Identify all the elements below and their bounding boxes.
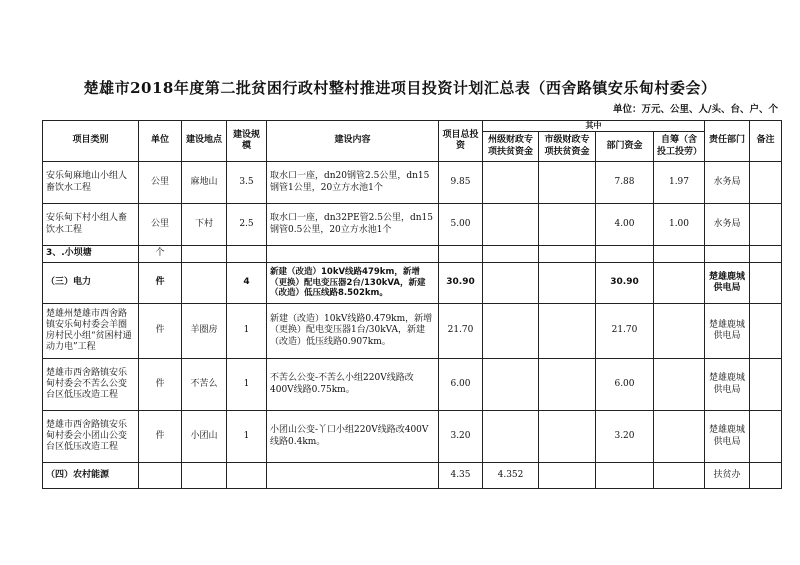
- cell-location: 羊圈房: [182, 304, 227, 359]
- cell-location: 小团山: [182, 411, 227, 463]
- cell-city-fund: [539, 411, 596, 463]
- header-total: 项目总投资: [439, 121, 483, 162]
- cell-type: 安乐甸麻地山小组人畜饮水工程: [43, 162, 139, 204]
- header-scale: 建设规模: [227, 121, 267, 162]
- cell-type: 3、.小坝塘: [43, 246, 139, 263]
- cell-scale: 3.5: [227, 162, 267, 204]
- cell-total: 21.70: [439, 304, 483, 359]
- cell-dept-fund: 30.90: [596, 263, 654, 304]
- table-row: [43, 304, 782, 359]
- cell-location: 麻地山: [182, 162, 227, 204]
- cell-dept-fund: [596, 463, 654, 489]
- cell-remark: [750, 359, 782, 411]
- cell-remark: [750, 263, 782, 304]
- table-row: [43, 359, 782, 411]
- cell-dept-fund: 3.20: [596, 411, 654, 463]
- cell-self-raise: [654, 463, 705, 489]
- cell-type: 楚雄州楚雄市西舍路镇安乐甸村委会羊圈房村民小组“贫困村通动力电”工程: [43, 304, 139, 359]
- header-item-type: 项目类别: [43, 121, 139, 162]
- cell-state-fund: [483, 204, 539, 246]
- cell-state-fund: [483, 304, 539, 359]
- cell-remark: [750, 246, 782, 263]
- cell-scale: 1: [227, 411, 267, 463]
- header-content: 建设内容: [267, 121, 439, 162]
- header-unit: 单位: [139, 121, 182, 162]
- cell-city-fund: [539, 304, 596, 359]
- cell-dept-fund: 7.88: [596, 162, 654, 204]
- cell-location: 不苦么: [182, 359, 227, 411]
- cell-dept: [705, 246, 750, 263]
- cell-dept-fund: 21.70: [596, 304, 654, 359]
- cell-location: [182, 246, 227, 263]
- cell-scale: 4: [227, 263, 267, 304]
- cell-scale: [227, 463, 267, 489]
- table-row: [43, 263, 782, 304]
- cell-remark: [750, 204, 782, 246]
- cell-state-fund: [483, 162, 539, 204]
- cell-self-raise: [654, 359, 705, 411]
- cell-unit: 件: [139, 359, 182, 411]
- cell-city-fund: [539, 263, 596, 304]
- cell-unit: 公里: [139, 162, 182, 204]
- cell-remark: [750, 162, 782, 204]
- cell-total: 30.90: [439, 263, 483, 304]
- table-row: [43, 204, 782, 246]
- cell-remark: [750, 304, 782, 359]
- cell-self-raise: [654, 411, 705, 463]
- header-remark: 备注: [750, 121, 782, 162]
- header-row-top: [43, 121, 782, 132]
- cell-city-fund: [539, 162, 596, 204]
- cell-content: 新建（改造）10kV线路0.479km，新增（更换）配电变压器1台/30kVA，新建（改造）低压线路0.907km。: [267, 304, 439, 359]
- cell-dept-fund: 4.00: [596, 204, 654, 246]
- cell-state-fund: [483, 246, 539, 263]
- cell-scale: [227, 246, 267, 263]
- cell-content: [267, 463, 439, 489]
- cell-type: 楚雄市西舍路镇安乐甸村委会小团山公变台区低压改造工程: [43, 411, 139, 463]
- cell-state-fund: [483, 263, 539, 304]
- header-self-raise: 自筹（含投工投劳）: [654, 132, 705, 162]
- cell-city-fund: [539, 463, 596, 489]
- header-dept-fund: 部门资金: [596, 132, 654, 162]
- cell-type: （三）电力: [43, 263, 139, 304]
- cell-content: 不苦么公变-不苦么小组220V线路改400V线路0.75km。: [267, 359, 439, 411]
- cell-content: 取水口一座，dn20钢管2.5公里，dn15钢管1公里，20立方水池1个: [267, 162, 439, 204]
- cell-remark: [750, 463, 782, 489]
- cell-remark: [750, 411, 782, 463]
- cell-total: 4.35: [439, 463, 483, 489]
- cell-unit: 公里: [139, 204, 182, 246]
- table-row: [43, 411, 782, 463]
- cell-total: 3.20: [439, 411, 483, 463]
- cell-unit: 件: [139, 263, 182, 304]
- cell-type: 楚雄市西舍路镇安乐甸村委会不苦么公变台区低压改造工程: [43, 359, 139, 411]
- cell-dept-fund: [596, 246, 654, 263]
- cell-scale: 2.5: [227, 204, 267, 246]
- cell-state-fund: [483, 359, 539, 411]
- cell-self-raise: 1.97: [654, 162, 705, 204]
- cell-total: 5.00: [439, 204, 483, 246]
- header-state-fund: 州级财政专项扶贫资金: [483, 132, 539, 162]
- cell-dept: 水务局: [705, 162, 750, 204]
- cell-dept: 楚雄鹿城供电局: [705, 411, 750, 463]
- cell-scale: 1: [227, 304, 267, 359]
- table-row: [43, 463, 782, 489]
- cell-city-fund: [539, 246, 596, 263]
- cell-unit: 件: [139, 304, 182, 359]
- header-location: 建设地点: [182, 121, 227, 162]
- header-dept: 责任部门: [705, 121, 750, 162]
- cell-dept: 楚雄鹿城供电局: [705, 359, 750, 411]
- cell-unit: [139, 463, 182, 489]
- cell-total: [439, 246, 483, 263]
- cell-dept: 楚雄鹿城供电局: [705, 304, 750, 359]
- cell-type: （四）农村能源: [43, 463, 139, 489]
- cell-total: 6.00: [439, 359, 483, 411]
- cell-content: 新建（改造）10kV线路479km，新增（更换）配电变压器2台/130kVA，新建（改造）低压线路8.502km。: [267, 263, 439, 304]
- cell-dept: 水务局: [705, 204, 750, 246]
- header-city-fund: 市级财政专项扶贫资金: [539, 132, 596, 162]
- investment-table: [42, 120, 782, 489]
- cell-self-raise: [654, 263, 705, 304]
- table-row: [43, 246, 782, 263]
- cell-city-fund: [539, 359, 596, 411]
- cell-self-raise: [654, 304, 705, 359]
- cell-dept: 楚雄鹿城供电局: [705, 263, 750, 304]
- cell-state-fund: [483, 411, 539, 463]
- cell-self-raise: 1.00: [654, 204, 705, 246]
- cell-unit: 件: [139, 411, 182, 463]
- cell-content: 小团山公变-丫口小组220V线路改400V线路0.4km。: [267, 411, 439, 463]
- cell-type: 安乐甸下村小组人畜饮水工程: [43, 204, 139, 246]
- cell-state-fund: 4.352: [483, 463, 539, 489]
- cell-location: 下村: [182, 204, 227, 246]
- table-row: [43, 162, 782, 204]
- header-qizhong: 其中: [483, 121, 705, 132]
- cell-dept-fund: 6.00: [596, 359, 654, 411]
- cell-dept: 扶贫办: [705, 463, 750, 489]
- cell-location: [182, 263, 227, 304]
- cell-unit: 个: [139, 246, 182, 263]
- page-title: 楚雄市2018年度第二批贫困行政村整村推进项目投资计划汇总表（西舍路镇安乐甸村委会）: [83, 79, 717, 97]
- units-note: 单位：万元、公里、人/头、台、户、个: [613, 104, 778, 115]
- cell-self-raise: [654, 246, 705, 263]
- cell-location: [182, 463, 227, 489]
- cell-scale: 1: [227, 359, 267, 411]
- cell-content: [267, 246, 439, 263]
- cell-content: 取水口一座，dn32PE管2.5公里，dn15钢管0.5公里，20立方水池1个: [267, 204, 439, 246]
- cell-city-fund: [539, 204, 596, 246]
- cell-total: 9.85: [439, 162, 483, 204]
